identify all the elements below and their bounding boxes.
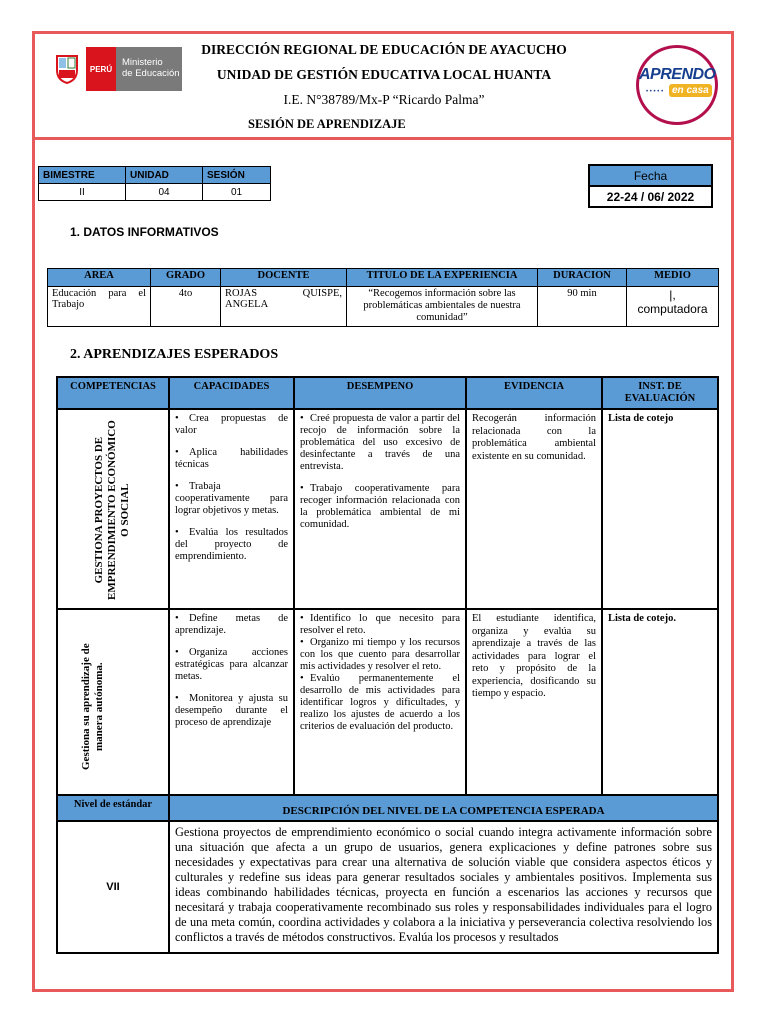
capacidad-item: • Crea propuestas de valor — [175, 413, 288, 437]
desempeno-item: • Trabajo cooperativamente para recoger información relacionada con la problemática ambiental de mi comunidad. — [300, 483, 460, 531]
capacidad-item: • Evalúa los resultados del proyecto de emprendimiento. — [175, 527, 288, 563]
unidad-header: UNIDAD — [126, 167, 203, 184]
aprendo-text: APRENDO — [639, 66, 716, 83]
bimestre-value: II — [39, 184, 126, 201]
sesion-value: 01 — [203, 184, 271, 201]
col-docente: DOCENTE — [221, 269, 347, 287]
capacidades-cell-2 — [169, 609, 294, 795]
sesion-header: SESIÓN — [203, 167, 271, 184]
ministerio-line1: Ministerio — [122, 57, 163, 68]
fecha-header: Fecha — [589, 165, 712, 186]
col-desempeno: DESEMPENO — [294, 377, 466, 409]
unidad-value: 04 — [126, 184, 203, 201]
nivel-description-title: DESCRIPCIÓN DEL NIVEL DE LA COMPETENCIA ESPERADA — [169, 795, 718, 821]
header-line-3: I.E. N°38789/Mx-P “Ricardo Palma” — [283, 92, 485, 107]
fecha-value: 22-24 / 06/ 2022 — [589, 186, 712, 207]
competencia-1-line1: GESTIONA PROYECTOS DE — [93, 436, 105, 584]
desempeno-item: • Creé propuesta de valor a partir del recojo de información sobre la problemática del uso excesivo de desinfectante a través de una entrevista. — [300, 413, 460, 473]
col-medio: MEDIO — [627, 269, 719, 287]
nivel-estandar-label: Nivel de estándar — [57, 795, 169, 821]
col-grado: GRADO — [151, 269, 221, 287]
evidencia-cell-1: Recogerán información relacionada con la problemática ambiental existente en su comunidad. — [466, 409, 602, 609]
session-title: SESIÓN DE APRENDIZAJE — [248, 117, 406, 131]
header-divider — [32, 137, 734, 140]
section-1-title: 1. DATOS INFORMATIVOS — [70, 225, 219, 239]
instrumento-cell-2: Lista de cotejo. — [602, 609, 718, 795]
desempeno-item: • Evalúo permanentemente el desarrollo de mis actividades para identificar logros y dificultades, y realizo los ajustes de acuerdo a los criterios de evaluación del producto. — [300, 673, 460, 733]
col-evidencia: EVIDENCIA — [466, 377, 602, 409]
peru-label: PERÚ — [86, 47, 116, 91]
competencia-2-line1: Gestiona su aprendizaje de — [80, 643, 92, 770]
col-duracion: DURACION — [538, 269, 627, 287]
col-competencias: COMPETENCIAS — [57, 377, 169, 409]
instrumento-cell-1: Lista de cotejo — [602, 409, 718, 609]
cell-medio — [627, 287, 719, 327]
competencia-cell-1 — [57, 409, 169, 609]
cell-area: Educación para el Trabajo — [48, 287, 151, 327]
competencia-cell-2 — [57, 609, 169, 795]
capacidad-item: • Aplica habilidades técnicas — [175, 447, 288, 471]
datos-informativos-table — [47, 268, 719, 327]
evidencia-cell-2: El estudiante identifica, organiza y evalúa su aprendizaje a través de las actividades para lograr el reto y propósito de la experiencia, dosificando su tiempo y espacio. — [466, 609, 602, 795]
competencia-1-line2: EMPRENDIMIENTO ECONÓMICO — [106, 420, 118, 600]
cell-grado: 4to — [151, 287, 221, 327]
competencia-text-2 — [80, 643, 106, 770]
aprendizajes-table — [56, 376, 719, 954]
capacidad-item: • Organiza acciones estratégicas para alcanzar metas. — [175, 647, 288, 683]
capacidad-item: • Trabaja cooperativamente para lograr objetivos y metas. — [175, 481, 288, 517]
header-line-1: DIRECCIÓN REGIONAL DE EDUCACIÓN DE AYACUCHO — [201, 42, 567, 57]
col-area: AREA — [48, 269, 151, 287]
ministerio-line2: de Educación — [122, 68, 180, 79]
bimestre-header: BIMESTRE — [39, 167, 126, 184]
col-titulo: TITULO DE LA EXPERIENCIA — [347, 269, 538, 287]
capacidades-cell-1 — [169, 409, 294, 609]
desempeno-item: • Organizo mi tiempo y los recursos con los que cuento para desarrollar mis actividades y resolver el reto. — [300, 637, 460, 673]
col-capacidades: CAPACIDADES — [169, 377, 294, 409]
desempeno-cell-1 — [294, 409, 466, 609]
header-line-2: UNIDAD DE GESTIÓN EDUCATIVA LOCAL HUANTA — [216, 67, 552, 82]
desempeno-cell-2 — [294, 609, 466, 795]
desempeno-item: • Identifico lo que necesito para resolver el reto. — [300, 613, 460, 637]
capacidad-item: • Define metas de aprendizaje. — [175, 613, 288, 637]
aprendo-dots: • • • • • — [646, 89, 664, 95]
competencia-1-line3: O SOCIAL — [119, 483, 131, 537]
capacidad-item: • Monitorea y ajusta su desempeño durante el proceso de aprendizaje — [175, 693, 288, 729]
section-2-title: 2. APRENDIZAJES ESPERADOS — [70, 347, 279, 362]
fecha-table — [588, 164, 713, 208]
bimestre-table — [38, 166, 271, 201]
col-instrumento: INST. DE EVALUACIÓN — [602, 377, 718, 409]
cell-docente: ROJAS QUISPE, ANGELA — [221, 287, 347, 327]
cell-medio-mark: |, — [669, 288, 676, 302]
nivel-description-text: Gestiona proyectos de emprendimiento económico o social cuando integra activamente información sobre una situación que afecta a un grupo de usuarios, genera explicaciones y define patrones sobre sus necesidades y expectativas para crear una alternativa de solución viable que considera aspectos éticos y culturales y redefine sus ideas para generar resultados sociales y ambientales positivos. Implementa sus ideas combinando habilidades técnicas, proyecta en función a escenarios las acciones y recursos que necesitará y trabaja cooperativamente recombinado sus roles y responsabilidades individuales para el logro de una meta común, coordina actividades y colabora a la iniciativa y perseverancia colectiva resolviendo los conflictos a través de métodos constructivos. Evalúa los procesos y resultados — [169, 821, 718, 953]
nivel-value: VII — [57, 821, 169, 953]
cell-duracion: 90 min — [538, 287, 627, 327]
cell-titulo: “Recogemos información sobre las problemáticas ambientales de nuestra comunidad” — [347, 287, 538, 327]
competencia-text-1 — [93, 420, 132, 600]
competencia-2-line2: manera autónoma. — [93, 662, 105, 751]
en-casa-text: en casa — [669, 84, 712, 97]
cell-medio-value: computadora — [637, 302, 708, 316]
